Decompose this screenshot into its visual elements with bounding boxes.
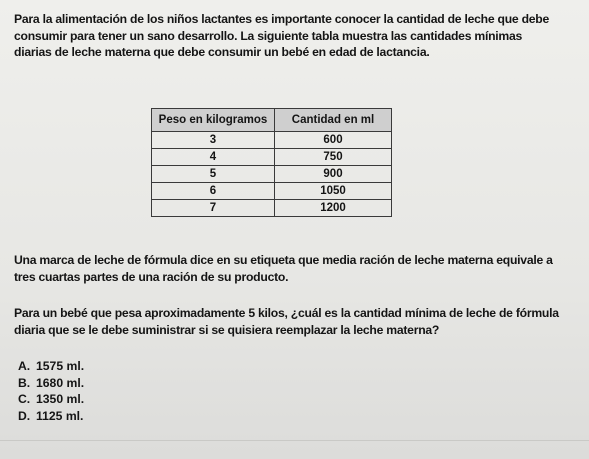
option-text: 1680 ml.	[36, 375, 85, 390]
quantity-cell: 1200	[275, 200, 392, 217]
weight-cell: 4	[152, 149, 275, 166]
option-b[interactable]	[18, 375, 84, 392]
option-text: 1125 ml.	[36, 408, 84, 423]
answer-options	[18, 358, 84, 424]
formula-statement: Una marca de leche de fórmula dice en su etiqueta que media ración de leche materna equivale a tres cuartas partes de una ración de su producto.	[14, 253, 553, 284]
header-weight: Peso en kilogramos	[152, 109, 275, 132]
milk-table	[151, 108, 392, 217]
quantity-cell: 1050	[275, 183, 392, 200]
weight-cell: 5	[152, 166, 275, 183]
question-text: Para un bebé que pesa aproximadamente 5 kilos, ¿cuál es la cantidad mínima de leche de fórmula diaria que se le debe suministrar si se quisiera reemplazar la leche materna?	[14, 306, 559, 337]
option-text: 1575 ml.	[36, 359, 85, 374]
table-row	[152, 149, 392, 166]
table-row	[152, 200, 392, 217]
option-letter: C.	[18, 392, 31, 407]
option-letter: B.	[18, 375, 31, 390]
table-row	[152, 132, 392, 149]
option-letter: D.	[18, 408, 31, 423]
quantity-cell: 900	[275, 166, 392, 183]
option-c[interactable]	[18, 391, 84, 408]
header-quantity: Cantidad en ml	[275, 109, 392, 132]
quantity-cell: 600	[275, 132, 392, 149]
weight-cell: 7	[152, 200, 275, 217]
intro-paragraph: Para la alimentación de los niños lactantes es importante conocer la cantidad de leche que debe consumir para tener un sano desarrollo. La siguiente tabla muestra las cantidades mínimas diarias de leche materna que debe consumir un bebé en edad de lactancia.	[14, 12, 550, 59]
option-d[interactable]	[18, 408, 84, 425]
option-a[interactable]	[18, 358, 84, 375]
weight-cell: 3	[152, 132, 275, 149]
option-text: 1350 ml.	[36, 392, 85, 407]
table-row	[152, 183, 392, 200]
option-letter: A.	[18, 359, 31, 374]
quantity-cell: 750	[275, 149, 392, 166]
table-row	[152, 166, 392, 183]
divider	[0, 440, 589, 441]
table-header-row	[152, 109, 392, 132]
weight-cell: 6	[152, 183, 275, 200]
